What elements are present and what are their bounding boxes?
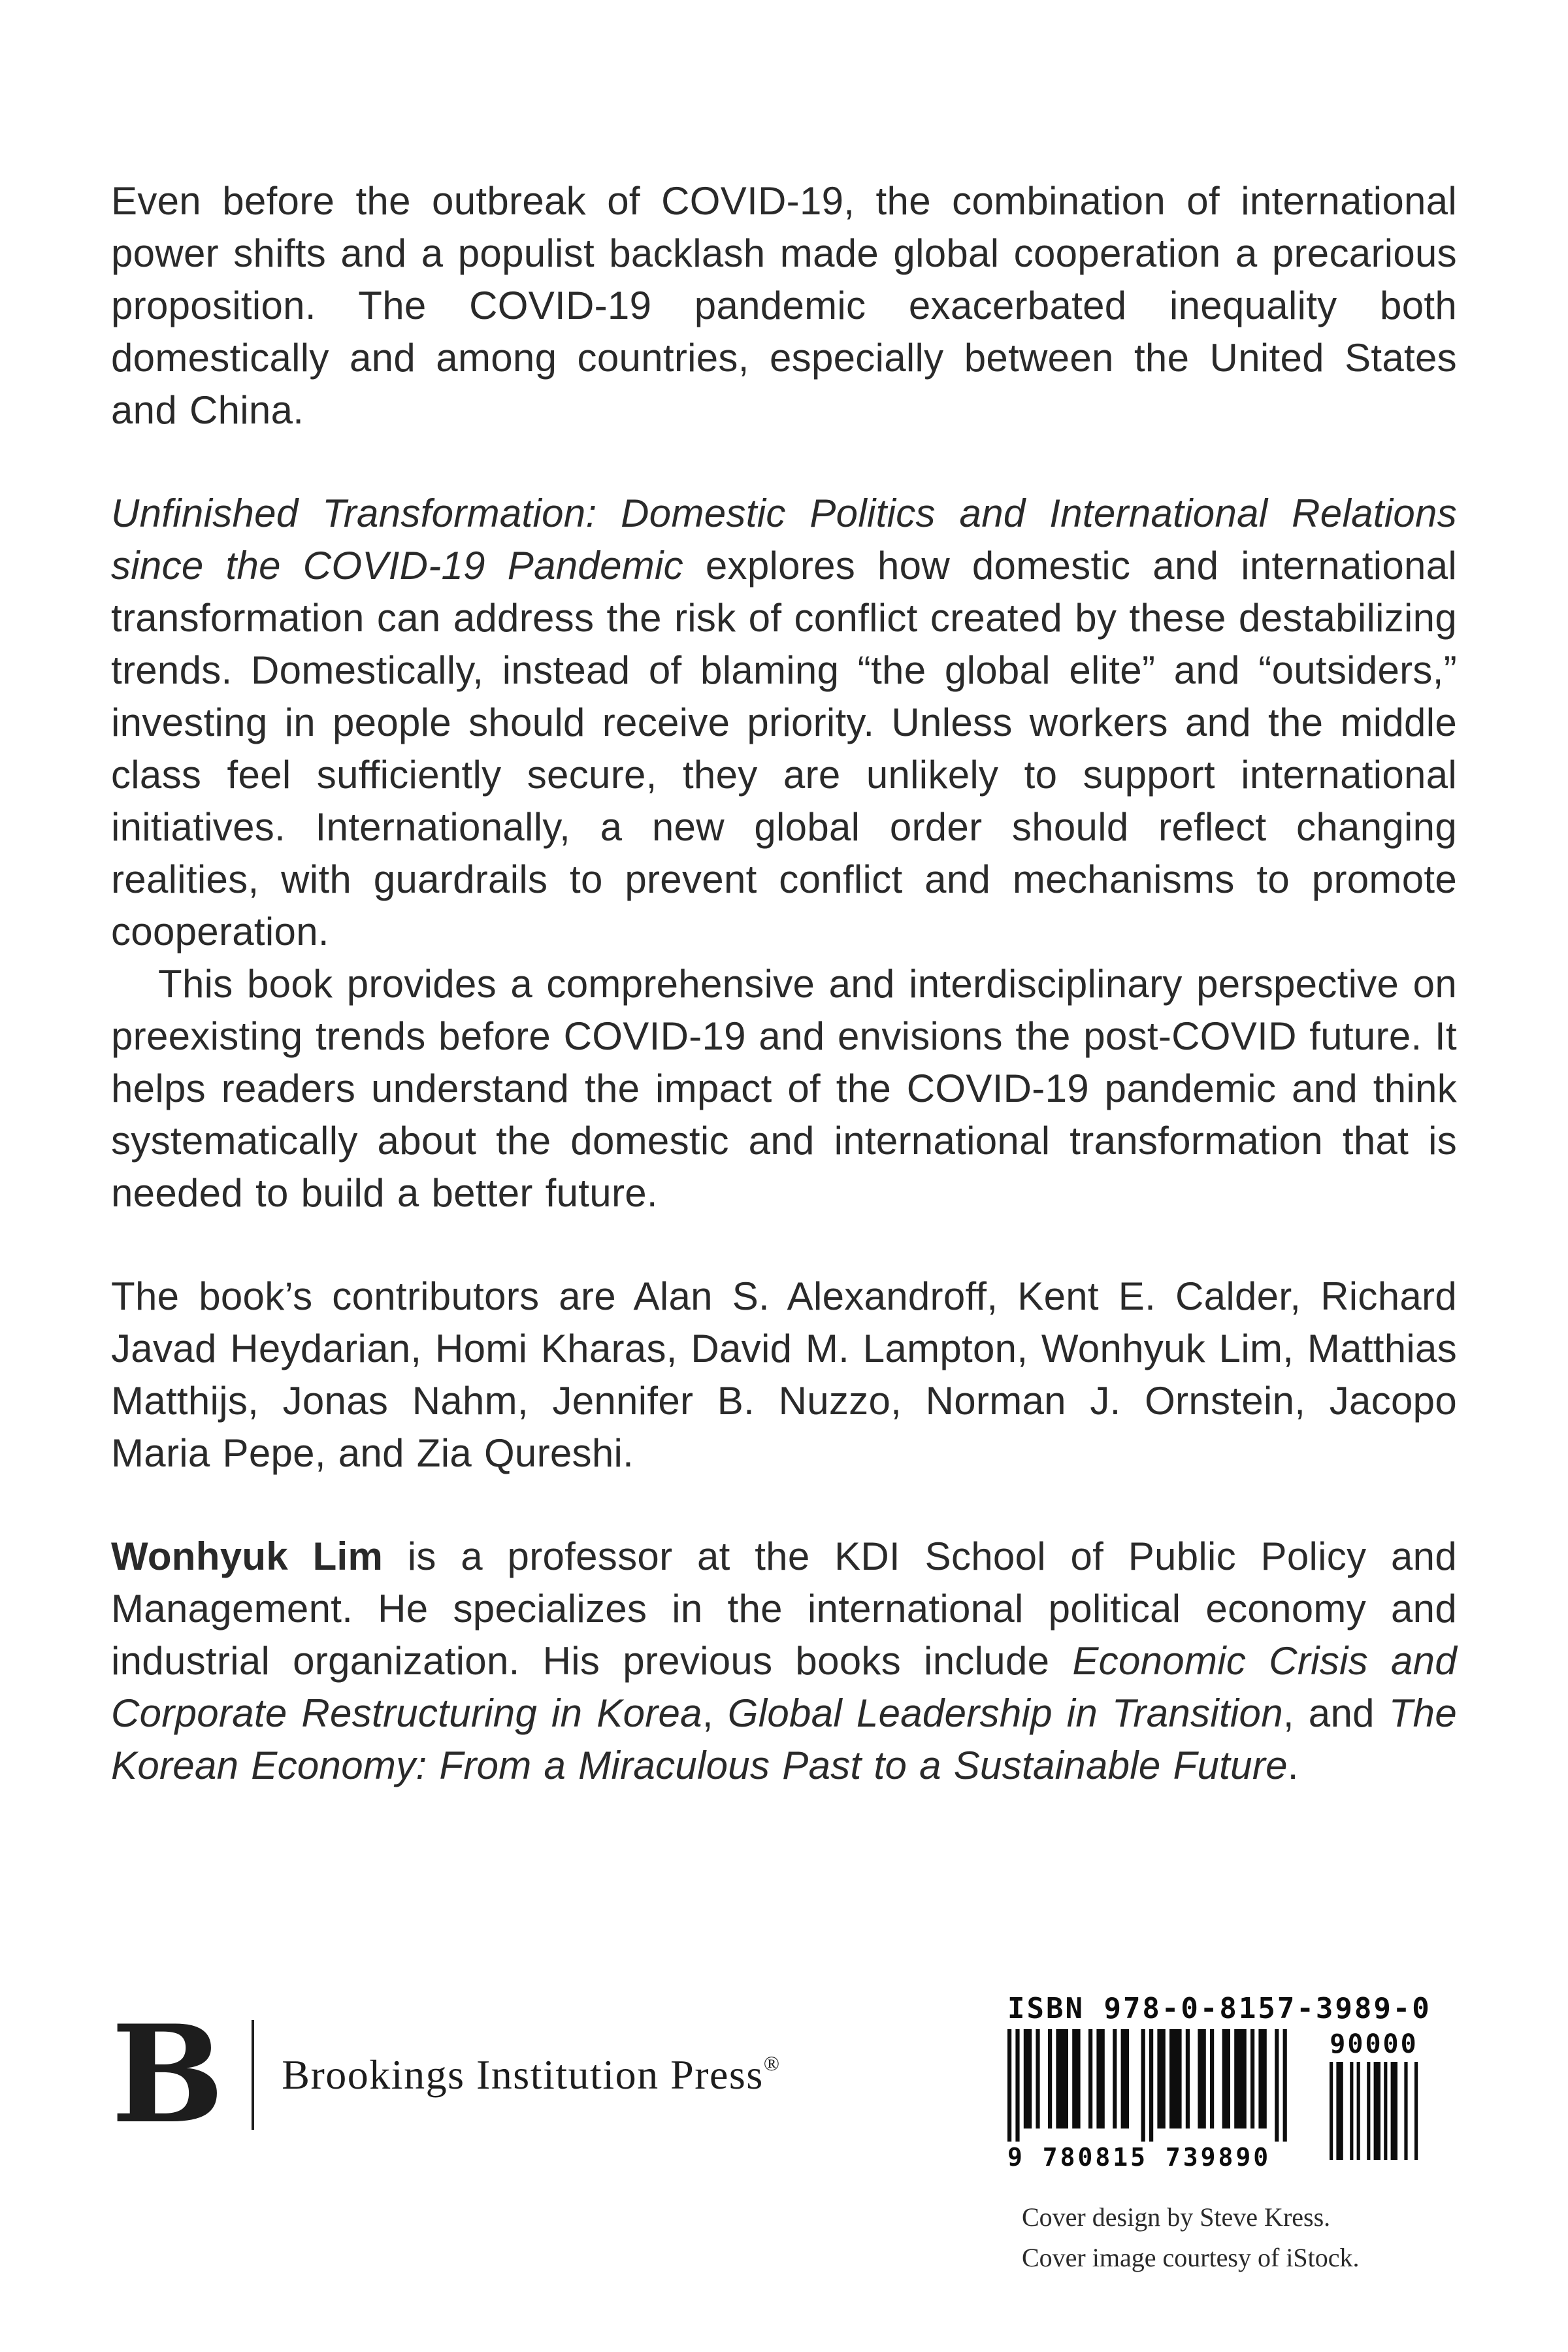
author-name: Wonhyuk Lim [111,1534,384,1578]
bio-end-period: . [1287,1744,1299,1787]
paragraph-intro: Even before the outbreak of COVID-19, the combination of international power shifts and a populist backlash made global cooperation a precarious proposition. The COVID-19 pandemic exacerbated inequality both domestically and among countries, especially between the United States and China. [111,179,1457,432]
paragraph-overview: This book provides a comprehensive and interdisciplinary perspective on preexisting trends before COVID-19 and envisions the post-COVID future. It helps readers understand the impact of the COVID-19 pandemic and think systematically about the domestic and international transformation that is needed to build a better future. [111,962,1457,1215]
registered-trademark-symbol: ® [763,2051,781,2076]
barcode-block [1007,1992,1431,2172]
ean13-barcode-bars [1007,2029,1287,2142]
bio-text: is a professor at the KDI School of Public Policy and Management. He specializes in the international political economy and industrial organization. His previous books include [111,1534,1457,1683]
ean13-digits: 9 780815 739890 [1007,2143,1271,2172]
paragraph-synopsis [111,488,1457,958]
ean13-barcode [1007,2029,1309,2172]
bio-separator-1: , [702,1691,728,1735]
cover-design-credit: Cover design by Steve Kress. [1022,2202,1331,2232]
price-addon-barcode [1325,2029,1423,2160]
bio-book-title-1: Economic Crisis and Corporate Restructuring in Korea [111,1639,1457,1735]
bio-separator-2: , and [1282,1691,1389,1735]
paragraph-synopsis-rest: explores how domestic and international transformation can address the risk of conflict created by these destabilizing trends. Domestically, instead of blaming “the global elite” and “outsiders,” investing in people should receive priority. Unless workers and the middle class feel sufficiently secure, they are unlikely to support international initiatives. Internationally, a new global order should reflect changing realities, with guardrails to prevent conflict and mechanisms to promote cooperation. [111,544,1457,953]
barcode-row [1007,2029,1423,2172]
brookings-b-logo: B [111,1996,225,2153]
publisher-logo-block [111,1996,781,2153]
isbn-label: ISBN 978-0-8157-3989-0 [1007,1992,1431,2025]
cover-image-credit: Cover image courtesy of iStock. [1022,2243,1360,2272]
price-code: 90000 [1330,2029,1418,2059]
paragraph-contributors: The book’s contributors are Alan S. Alexandroff, Kent E. Calder, Richard Javad Heydarian, Homi Kharas, David M. Lampton, Wonhyuk Lim, Matthias Matthijs, Jonas Nahm, Jennifer B. Nuzzo, Norman J. Ornstein, Jacopo Maria Pepe, and Zia Qureshi. [111,1274,1457,1475]
bio-book-title-3: The Korean Economy: From a Miraculous Past to a Sustainable Future [111,1691,1458,1787]
paragraph-author-bio [111,1531,1457,1792]
price-addon-bars [1330,2062,1418,2160]
logo-divider [252,2020,254,2130]
book-title-italic: Unfinished Transformation: Domestic Politics and International Relations since the COVID-19 Pandemic [111,491,1457,588]
back-cover-text [111,175,1457,1792]
bio-book-title-2: Global Leadership in Transition [727,1691,1283,1735]
publisher-name [282,2051,780,2099]
cover-credits [1022,2197,1360,2278]
publisher-name-text: Brookings Institution Press [282,2051,764,2098]
